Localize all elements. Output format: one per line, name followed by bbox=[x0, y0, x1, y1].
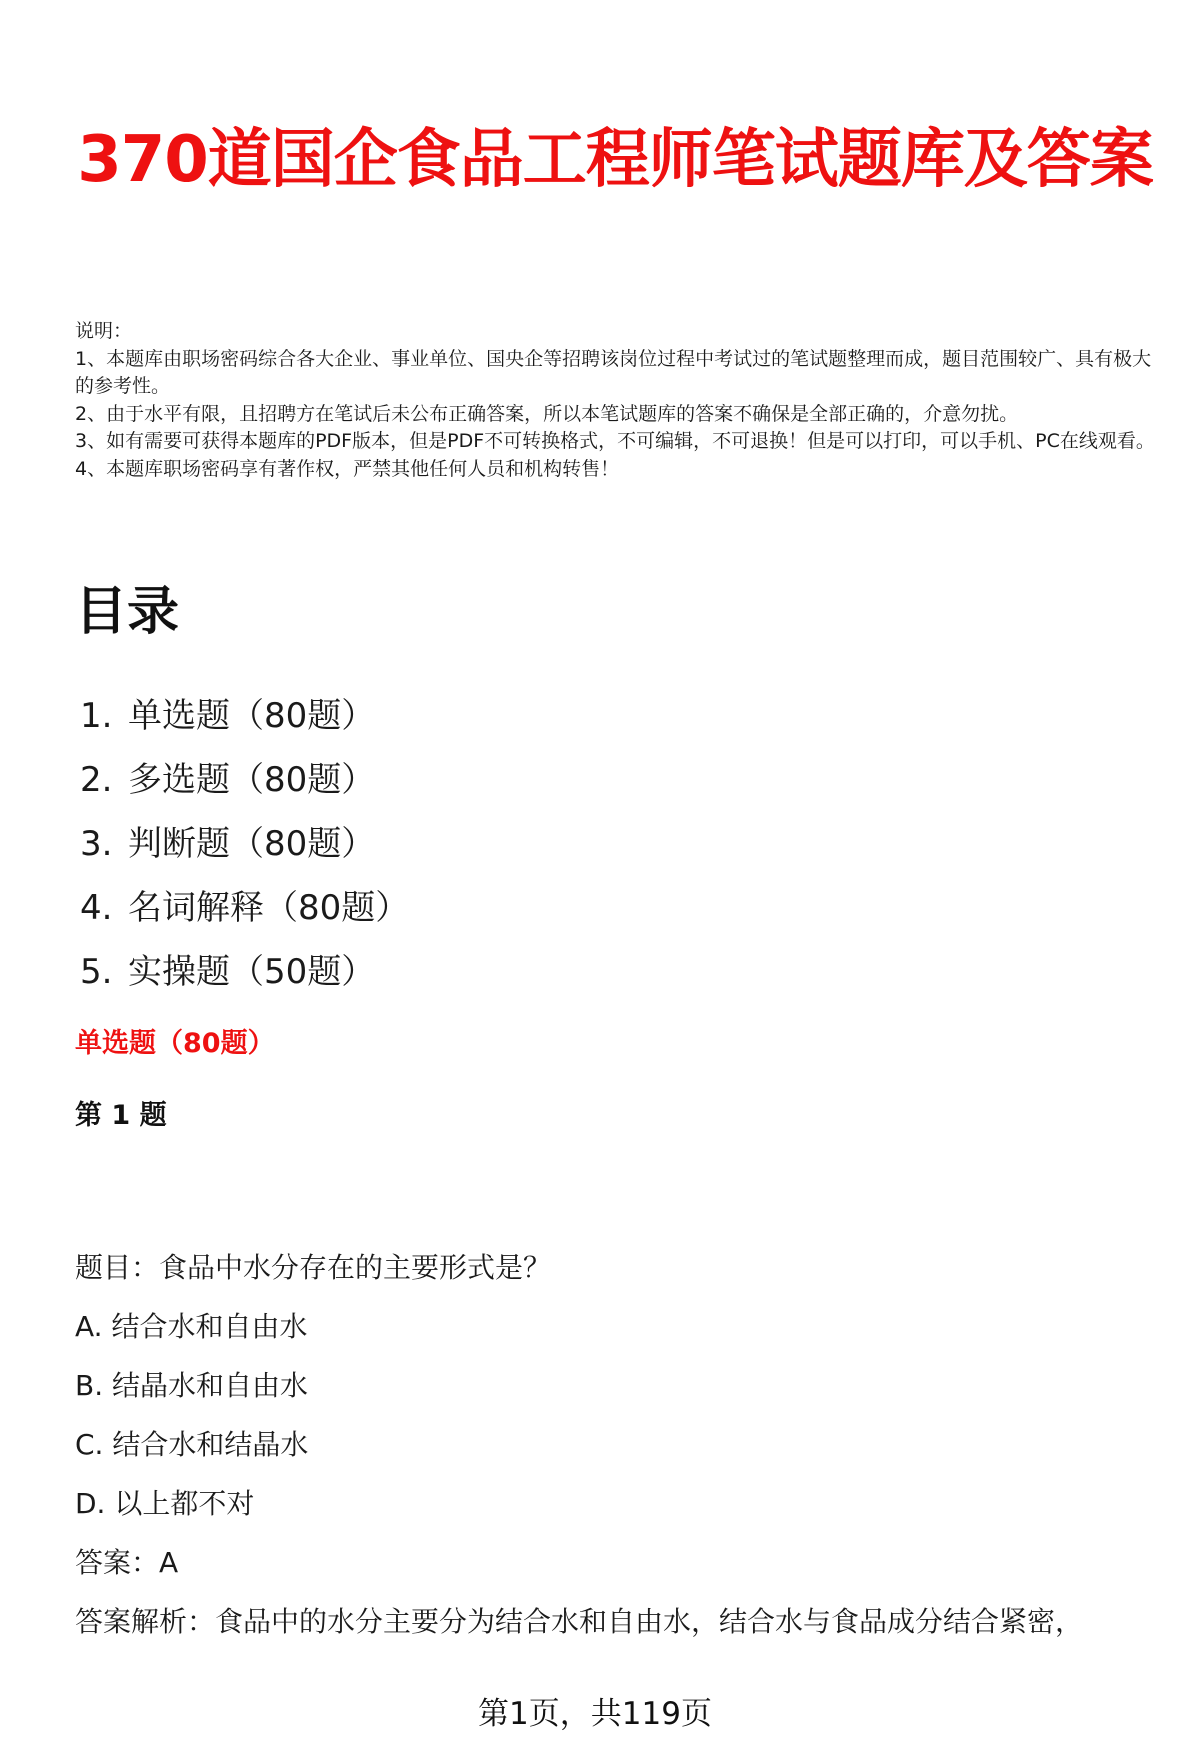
toc-item-number: 2. bbox=[80, 760, 113, 800]
toc-item[interactable] bbox=[80, 684, 409, 748]
toc-item-number: 5. bbox=[80, 952, 113, 992]
toc-item[interactable] bbox=[80, 812, 409, 876]
toc-item[interactable] bbox=[80, 940, 409, 1004]
option-b: B. 结晶水和自由水 bbox=[75, 1369, 309, 1402]
option-c: C. 结合水和结晶水 bbox=[75, 1428, 309, 1461]
instruction-item: 3、如有需要可获得本题库的PDF版本，但是PDF不可转换格式，不可编辑，不可退换！但是可以打印，可以手机、PC在线观看。 bbox=[75, 430, 1155, 452]
page-number: 第1页，共119页 bbox=[478, 1696, 712, 1732]
document-title: 370道国企食品工程师笔试题库及答案 bbox=[77, 123, 1153, 197]
question-stem: 题目：食品中水分存在的主要形式是？ bbox=[75, 1251, 552, 1284]
instructions-heading: 说明： bbox=[75, 320, 133, 342]
toc-item-label: 单选题（80题） bbox=[128, 696, 376, 736]
instruction-item: 4、本题库职场密码享有著作权，严禁其他任何人员和机构转售！ bbox=[75, 457, 620, 480]
toc-item[interactable] bbox=[80, 876, 409, 940]
option-a: A. 结合水和自由水 bbox=[75, 1310, 308, 1343]
question-number: 第 1 题 bbox=[75, 1100, 167, 1131]
toc-item-number: 3. bbox=[80, 824, 113, 864]
toc-item[interactable] bbox=[80, 748, 409, 812]
toc-item-number: 1. bbox=[80, 696, 113, 736]
section-heading: 单选题（80题） bbox=[75, 1028, 275, 1059]
answer-explanation: 答案解析：食品中的水分主要分为结合水和自由水，结合水与食品成分结合紧密， bbox=[75, 1605, 1084, 1638]
toc-item-number: 4. bbox=[80, 888, 113, 928]
answer: 答案：A bbox=[75, 1546, 179, 1579]
toc-item-label: 实操题（50题） bbox=[128, 952, 376, 992]
toc-item-label: 名词解释（80题） bbox=[128, 888, 410, 928]
option-d: D. 以上都不对 bbox=[75, 1487, 255, 1520]
instruction-item: 2、由于水平有限，且招聘方在笔试后未公布正确答案，所以本笔试题库的答案不确保是全部正确的，介意勿扰。 bbox=[75, 402, 1019, 425]
instruction-item: 1、本题库由职场密码综合各大企业、事业单位、国央企等招聘该岗位过程中考试过的笔试题整理而成，题目范围较广、具有极大的参考性。 bbox=[75, 347, 1152, 397]
toc-heading: 目录 bbox=[75, 582, 180, 642]
toc-item-label: 多选题（80题） bbox=[128, 760, 376, 800]
instructions-block bbox=[75, 318, 1155, 483]
toc-item-label: 判断题（80题） bbox=[128, 824, 376, 864]
toc-list bbox=[80, 684, 409, 1004]
